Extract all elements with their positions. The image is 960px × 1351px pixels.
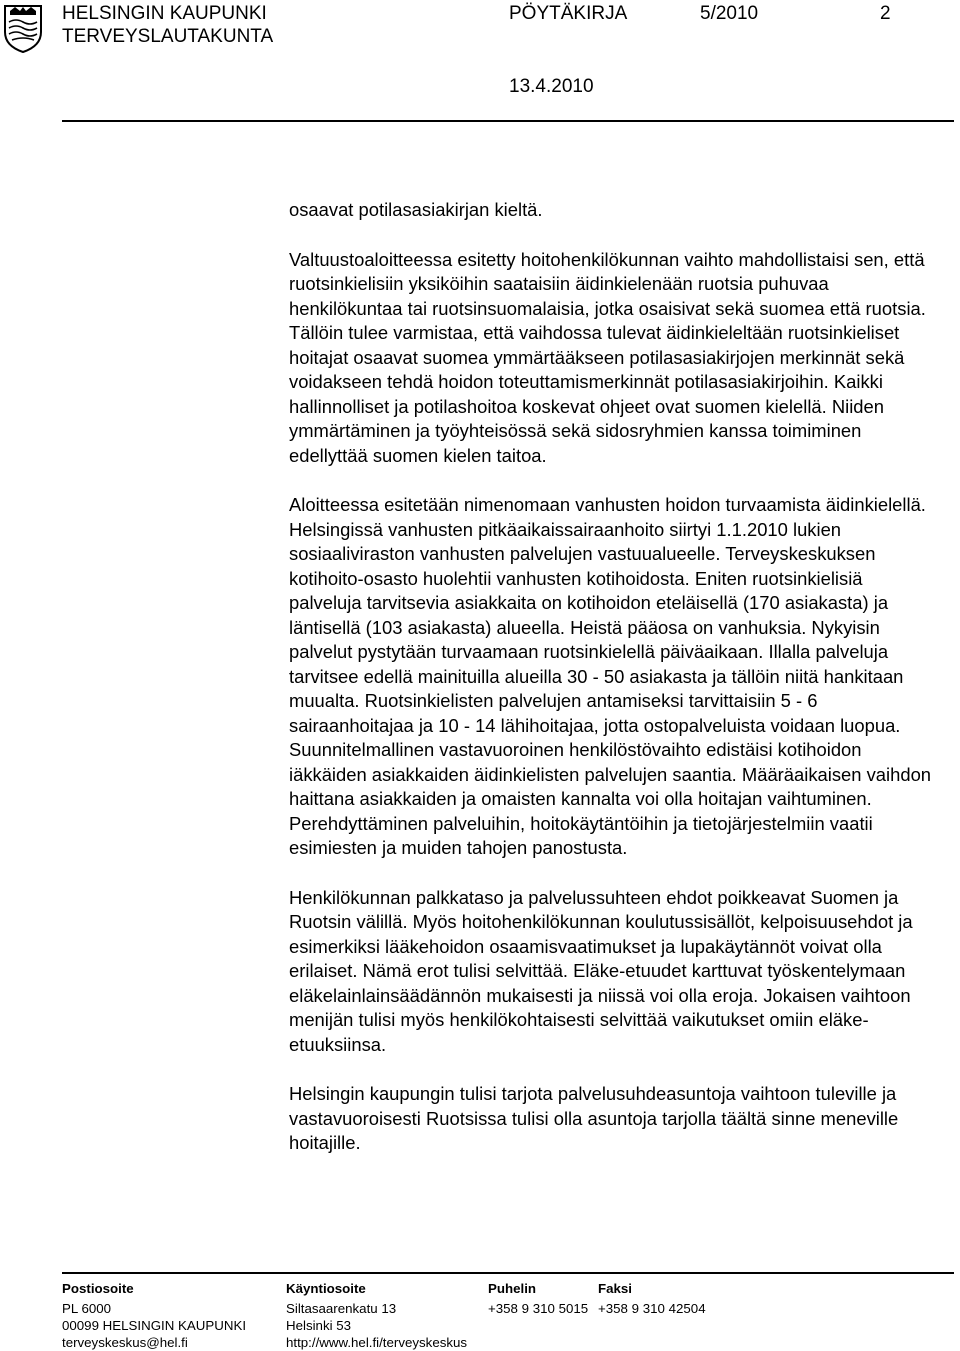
meeting-date: 13.4.2010 — [509, 76, 594, 97]
postal-email: terveyskeskus@hel.fi — [62, 1335, 188, 1350]
paragraph-4: Henkilökunnan palkkataso ja palvelussuhteen ehdot poikkeavat Suomen ja Ruotsin välillä. Myös hoitohenkilökunnan koulutussisällöt, kelpoisuusehdot ja esimerkiksi lääkehoidon osaamisvaatimukset ja lupakäytännöt voivat olla erilaiset. Nämä erot tulisi selvittää. Eläke-etuudet karttuvat työskentelymaan eläkelainlainsäädännön mukaisesti ja niissä voi olla eroja. Jokaisen vaihtoon menijän tulisi myös henkilökohtaisesti selvittää vaikutukset omiin eläke-etuuksiinsa. — [289, 886, 913, 1055]
footer-postal — [62, 1280, 246, 1351]
org-name-line2: TERVEYSLAUTAKUNTA — [62, 26, 274, 47]
postal-heading: Postiosoite — [62, 1281, 134, 1296]
footer-phone — [488, 1280, 588, 1317]
page-number: 2 — [880, 3, 891, 24]
paragraph-3: Aloitteessa esitetään nimenomaan vanhusten hoidon turvaamista äidinkielellä. Helsingissä vanhusten pitkäaikaissairaanhoito siirtyi 1.1.2010 lukien sosiaaliviraston vanhusten palvelujen vastuualueelle. Terveyskeskuksen kotihoito-osasto huolehtii vanhusten kotihoidosta. Eniten ruotsinkielisiä palveluja tarvitsevia asiakkaita on kotihoidon eteläisellä (170 asiakasta) ja läntisellä (103 asiakasta) alueella. Heistä pääosa on vanhuksia. Nykyisin palvelut pystytään turvaamaan ruotsinkielellä päiväaikaan. Illalla palveluja tarvitsee edellä mainituilla alueilla 30 - 50 asiakasta ja tällöin niitä hankitaan muualta. Ruotsinkielisten palvelujen antamiseksi tarvittaisiin 5 - 6 sairaanhoitajaa ja 10 - 14 lähihoitajaa, jotta ostopalveluista voidaan luopua. Suunnitelmallinen vastavuoroinen henkilöstövaihto edistäisi kotihoidon iäkkäiden asiakkaiden äidinkielisten palvelujen saantia. Määräaikaisen vaihdon haittana asiakkaiden ja omaisten kannalta voi olla hoitajan vaihtuminen. Perehdyttäminen palveluihin, hoitokäytäntöihin ja tietojärjestelmiin vaatii esimiesten ja muiden tahojen panostusta. — [289, 494, 932, 858]
body-text — [289, 198, 939, 1156]
footer-visit — [286, 1280, 467, 1351]
paragraph-1: osaavat potilasasiakirjan kieltä. — [289, 199, 543, 220]
postal-line1: PL 6000 — [62, 1301, 112, 1316]
paragraph-5: Helsingin kaupungin tulisi tarjota palvelusuhdeasuntoja vaihtoon tuleville ja vastavuoroisesti Ruotsissa tulisi olla asuntoja tarjolla täältä sinne meneville hoitajille. — [289, 1083, 899, 1153]
org-name-line1: HELSINGIN KAUPUNKI — [62, 3, 267, 24]
visit-website: http://www.hel.fi/terveyskeskus — [286, 1335, 468, 1350]
phone-value: +358 9 310 5015 — [488, 1301, 589, 1316]
helsinki-crest-icon — [2, 2, 44, 54]
footer-fax — [598, 1280, 706, 1317]
header-divider — [62, 120, 954, 122]
fax-heading: Faksi — [598, 1281, 633, 1296]
phone-heading: Puhelin — [488, 1281, 537, 1296]
visit-line1: Siltasaarenkatu 13 — [286, 1301, 397, 1316]
visit-line2: Helsinki 53 — [286, 1318, 352, 1333]
fax-value: +358 9 310 42504 — [598, 1301, 706, 1316]
visit-heading: Käyntiosoite — [286, 1281, 366, 1296]
paragraph-2: Valtuustoaloitteessa esitetty hoitohenkilökunnan vaihto mahdollistaisi sen, että ruotsinkielisiin yksiköihin saataisiin äidinkielenään ruotsia puhuvaa henkilökuntaa tai ruotsinsuomalaisia, jotka osaisivat sekä suomea että ruotsia. Tällöin tulee varmistaa, että vaihdossa tulevat äidinkieleltään ruotsinkieliset hoitajat osaavat suomea ymmärtääkseen potilasasiakirjojen merkinnät sekä voidakseen tehdä hoidon toteuttamismerkinnät potilasasiakirjoihin. Kaikki hallinnolliset ja potilashoitoa koskevat ohjeet ovat suomen kielellä. Niiden ymmärtäminen ja työyhteisössä sekä sidosryhmien kanssa toimiminen edellyttää suomen kielen taitoa. — [289, 248, 926, 466]
doc-type: PÖYTÄKIRJA — [509, 3, 628, 24]
doc-number: 5/2010 — [700, 3, 759, 24]
postal-line2: 00099 HELSINGIN KAUPUNKI — [62, 1318, 247, 1333]
footer-divider — [62, 1272, 954, 1274]
